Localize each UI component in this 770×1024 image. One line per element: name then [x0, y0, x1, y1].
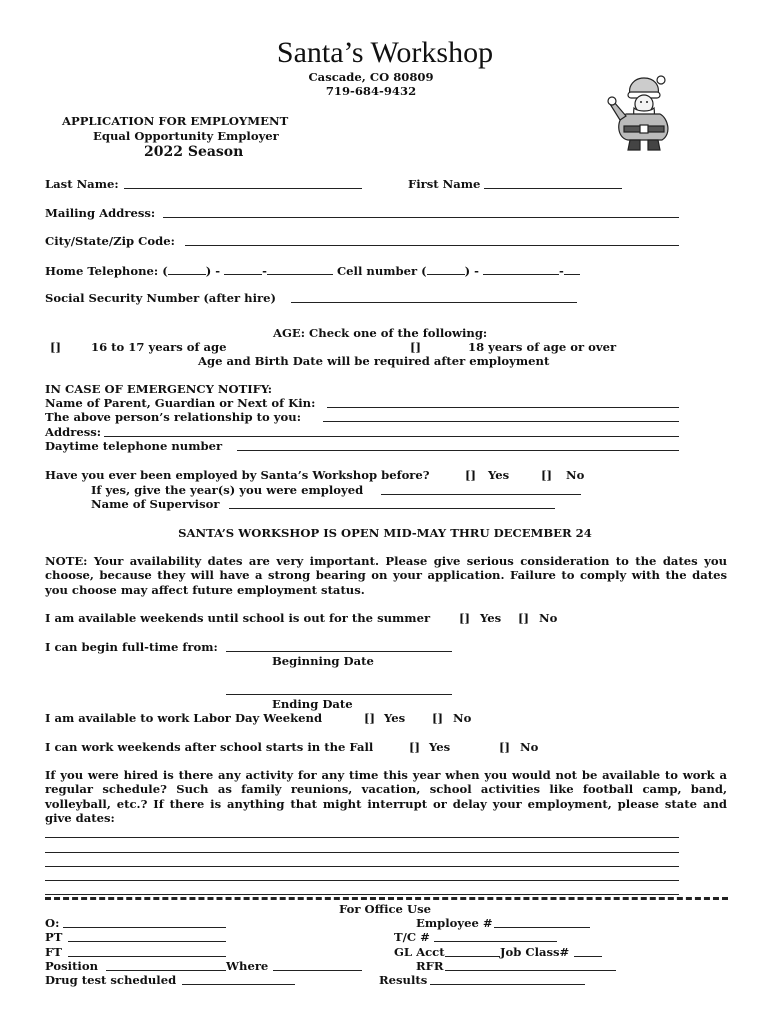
weekends-yes-checkbox[interactable]: []	[459, 611, 470, 625]
mailing-address-input[interactable]	[163, 217, 679, 218]
office-rfr-input[interactable]	[445, 970, 616, 971]
office-job-class-label: Job Class#	[500, 945, 570, 959]
fall-weekends-question: I can work weekends after school starts in the Fall	[45, 740, 374, 754]
home-telephone-label: Home Telephone: (	[45, 264, 168, 278]
office-ft-label: FT	[45, 945, 62, 959]
office-gl-input[interactable]	[445, 956, 500, 957]
office-pt-input[interactable]	[68, 941, 226, 942]
daytime-phone-label: Daytime telephone number	[45, 439, 223, 453]
company-phone: 719-684-9432	[325, 84, 417, 98]
age-heading: AGE: Check one of the following:	[273, 326, 488, 340]
next-of-kin-label: Name of Parent, Guardian or Next of Kin:	[45, 396, 316, 410]
weekends-yes: Yes	[480, 611, 502, 625]
office-results-input[interactable]	[430, 984, 585, 985]
page-title: Santa’s Workshop	[276, 36, 494, 69]
home-tel-dash: -	[262, 264, 267, 278]
last-name-label: Last Name:	[45, 177, 119, 191]
fulltime-label: I can begin full-time from:	[45, 640, 218, 654]
age-note: Age and Birth Date will be required after employment	[198, 354, 550, 368]
home-area-code-input[interactable]	[168, 263, 206, 275]
cell-separator: ) -	[464, 264, 479, 278]
years-employed-input[interactable]	[381, 494, 581, 495]
city-state-zip-input[interactable]	[185, 245, 679, 246]
next-of-kin-input[interactable]	[327, 407, 679, 408]
emergency-address-input[interactable]	[104, 436, 679, 437]
activity-line-1[interactable]	[45, 837, 679, 838]
age-checkbox-16-17[interactable]: []	[50, 340, 61, 354]
weekends-question: I am available weekends until school is out for the summer	[45, 611, 431, 625]
cell-area-code-input[interactable]	[427, 263, 465, 275]
office-tc-label: T/C #	[394, 930, 430, 944]
eoe-text: Equal Opportunity Employer	[93, 129, 279, 143]
season-label: 2022 Season	[144, 144, 244, 160]
office-o-input[interactable]	[63, 927, 226, 928]
activity-line-4[interactable]	[45, 880, 679, 881]
home-tel-separator: ) -	[205, 264, 221, 278]
fall-no: No	[520, 740, 539, 754]
home-prefix-input[interactable]	[224, 263, 262, 275]
ending-date-input[interactable]	[226, 694, 452, 695]
fall-yes: Yes	[429, 740, 451, 754]
office-gl-label: GL Acct	[394, 945, 445, 959]
office-pt-label: PT	[45, 930, 63, 944]
fall-no-checkbox[interactable]: []	[499, 740, 510, 754]
office-where-label: Where	[226, 959, 269, 973]
cell-prefix-input[interactable]	[483, 263, 559, 275]
relationship-input[interactable]	[323, 421, 679, 422]
office-position-label: Position	[45, 959, 98, 973]
first-name-input[interactable]	[484, 188, 622, 189]
previous-employment-question: Have you ever been employed by Santa’s Workshop before?	[45, 468, 430, 482]
previous-employment-no-checkbox[interactable]: []	[541, 468, 552, 482]
beginning-date-input[interactable]	[226, 651, 452, 652]
labor-day-no-checkbox[interactable]: []	[432, 711, 443, 725]
daytime-phone-input[interactable]	[237, 450, 679, 451]
previous-employment-no: No	[566, 468, 585, 482]
age-option-18-plus: 18 years of age or over	[468, 340, 617, 354]
emergency-heading: IN CASE OF EMERGENCY NOTIFY:	[45, 382, 273, 396]
office-position-input[interactable]	[106, 970, 226, 971]
labor-day-yes: Yes	[384, 711, 406, 725]
emergency-address-label: Address:	[45, 425, 102, 439]
cell-number-input[interactable]	[564, 263, 580, 275]
office-tc-input[interactable]	[434, 941, 557, 942]
office-drug-test-input[interactable]	[182, 984, 295, 985]
supervisor-input[interactable]	[229, 508, 555, 509]
office-job-class-input[interactable]	[574, 956, 602, 957]
weekends-no-checkbox[interactable]: []	[518, 611, 529, 625]
activity-line-2[interactable]	[45, 852, 679, 853]
office-where-input[interactable]	[273, 970, 362, 971]
labor-day-question: I am available to work Labor Day Weekend	[45, 711, 323, 725]
ending-date-label: Ending Date	[272, 697, 353, 711]
office-results-label: Results	[379, 973, 428, 987]
activity-line-3[interactable]	[45, 866, 679, 867]
relationship-label: The above person’s relationship to you:	[45, 410, 301, 424]
age-checkbox-18-plus[interactable]: []	[410, 340, 421, 354]
previous-employment-yes: Yes	[488, 468, 510, 482]
home-telephone-row	[45, 263, 580, 278]
previous-employment-yes-checkbox[interactable]: []	[465, 468, 476, 482]
office-rfr-label: RFR	[416, 959, 444, 973]
office-drug-test-label: Drug test scheduled	[45, 973, 177, 987]
supervisor-label: Name of Supervisor	[91, 497, 220, 511]
last-name-input[interactable]	[124, 188, 362, 189]
first-name-label: First Name	[408, 177, 481, 191]
office-use-heading: For Office Use	[339, 902, 431, 916]
mailing-address-label: Mailing Address:	[45, 206, 156, 220]
office-employee-input[interactable]	[494, 927, 590, 928]
open-notice: SANTA’S WORKSHOP IS OPEN MID-MAY THRU DECEMBER 24	[178, 526, 592, 540]
office-o-label: O:	[45, 916, 60, 930]
application-heading: APPLICATION FOR EMPLOYMENT	[62, 114, 289, 128]
labor-day-no: No	[453, 711, 472, 725]
fall-yes-checkbox[interactable]: []	[409, 740, 420, 754]
weekends-no: No	[539, 611, 558, 625]
company-city: Cascade, CO 80809	[308, 70, 434, 84]
age-option-16-17: 16 to 17 years of age	[91, 340, 227, 354]
labor-day-yes-checkbox[interactable]: []	[364, 711, 375, 725]
home-number-input[interactable]	[267, 263, 333, 275]
cell-dash: -	[559, 264, 564, 278]
santa-clipart-icon	[606, 74, 688, 152]
office-ft-input[interactable]	[68, 956, 226, 957]
years-employed-label: If yes, give the year(s) you were employed	[91, 483, 364, 497]
ssn-label: Social Security Number (after hire)	[45, 291, 276, 305]
availability-note: NOTE: Your availability dates are very important. Please give serious consideration to the dates you choose, because they will have a strong bearing on your application. Failure to comply with the dates you choose may affect future employment status.	[45, 554, 727, 597]
activity-question: If you were hired is there any activity for any time this year when you would not be available to work a regular schedule? Such as family reunions, vacation, school activities like football camp, band, volleyball, etc.? If there is anything that might interrupt or delay your employment, please state and give dates:	[45, 768, 727, 826]
beginning-date-label: Beginning Date	[272, 654, 374, 668]
office-employee-label: Employee #	[416, 916, 493, 930]
cell-number-label: Cell number (	[336, 264, 427, 278]
activity-line-5[interactable]	[45, 894, 679, 895]
city-state-zip-label: City/State/Zip Code:	[45, 234, 175, 248]
office-divider	[45, 897, 728, 900]
ssn-input[interactable]	[291, 302, 577, 303]
